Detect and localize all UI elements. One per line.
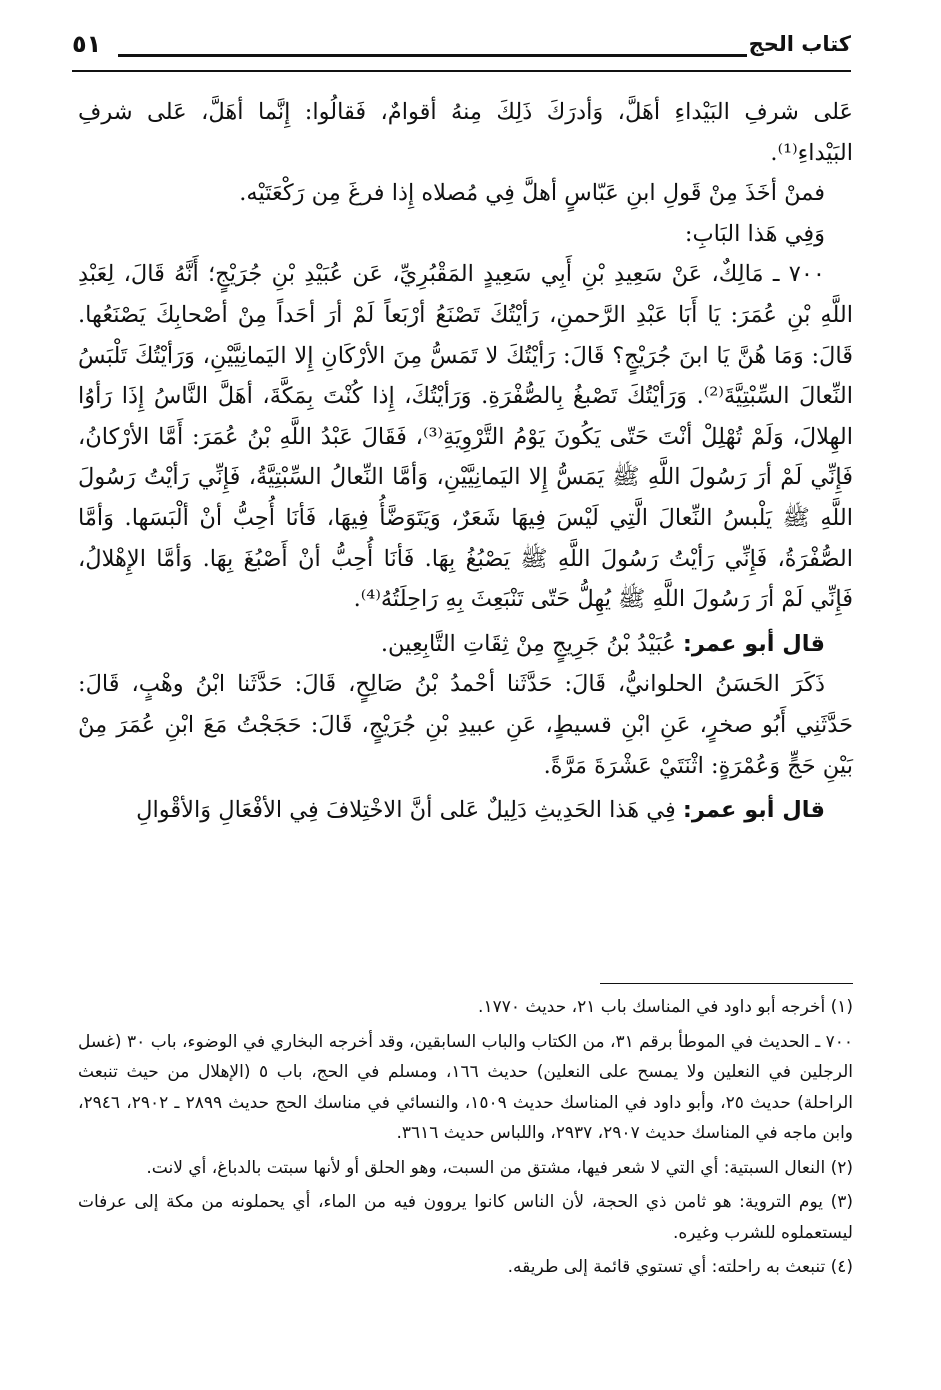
footnote: (٤) تنبعث به راحلته: أي تستوي قائمة إلى طريقه. <box>507 1257 853 1277</box>
main-text <box>78 92 853 831</box>
commentary-paragraph <box>78 790 853 831</box>
footnote-separator <box>600 983 853 984</box>
paragraph-text: عَلى شرفِ البَيْداءِ أهَلَّ، وَأدرَكَ ذَلِكَ مِنهُ أقوامٌ، فَقالُوا: إِنَّما أهَلَّ، عَلى شرفِ البَيْداءِ⁽¹⁾. <box>78 99 853 166</box>
paragraph-text: وَفِي هَذا البَابِ: <box>684 220 825 247</box>
paragraph-text: فمنْ أخَذَ مِنْ قَولِ ابنِ عَبّاسٍ أهلَّ فِي مُصلاه إِذا فرغَ مِن رَكْعَتَيْه. <box>239 180 825 207</box>
footnote: (٢) النعال السبتية: أي التي لا شعر فيها، مشتق من السبت، وهو الحلق أو لأنها سبتت بالدباغ، أي لانت. <box>146 1157 853 1178</box>
footnote: ٧٠٠ ـ الحديث في الموطأ برقم ٣١، من الكتاب والباب السابقين، وقد أخرجه البخاري في الوضوء، باب ٣٠ (غسل الرجلين في النعلين ولا يمسح على النعلين) حديث ١٦٦، ومسلم في الحج، باب ٥ (الإهلال من حيث تنبعث الراحلة) حديث ٢٥، وأبو داود في المناسك حديث ١٥٠٩، والنسائي في مناسك الحج حديث ٢٨٩٩ ـ ٢٩٠٢، ٢٩٤٦، وابن ماجه في المناسك حديث ٢٩٠٧، ٢٩٣٧، واللباس حديث ٣٦١٦. <box>78 1031 854 1143</box>
commentary-paragraph <box>78 624 853 665</box>
header-baseline <box>72 70 851 72</box>
footnote: (٣) يوم التروية: هو ثامن ذي الحجة، لأن الناس كانوا يروون فيه من الماء، أي يحملونه من مكة إلى عرفات ليستعملوه للشرب وغيره. <box>78 1192 853 1243</box>
paragraph <box>78 214 853 255</box>
paragraph-text: ذَكَرَ الحَسَنُ الحلوانيُّ، قَالَ: حَدَّثَنا أحْمدُ بْنُ صَالِحٍ، قَالَ: حَدَّثَنا ابْنُ وهْبٍ، قَالَ: حَدَّثَنِي أَبُو صخرٍ، عَنِ ابْنِ قسيطٍ، عَنِ عبيدِ بْنِ جُرَيْجٍ، قَالَ: حَجَجْتُ مَعَ ابْنِ عُمَرَ مِنْ بَيْنِ حَجٍّ وَعُمْرَةٍ: اثْنَتَيْ عَشْرَةَ مَرَّةً. <box>78 671 853 779</box>
hadith-700 <box>78 254 853 619</box>
isnad-paragraph <box>78 664 853 786</box>
paragraph-text: ٧٠٠ ـ مَالِكٌ، عَنْ سَعِيدِ بْنِ أَبِي سَعِيدٍ المَقْبُرِيِّ، عَن عُبَيْدِ بْنِ جُرَيْجٍ؛ أَنَّهُ قَالَ، لِعَبْدِ اللَّهِ بْنِ عُمَرَ: يَا أَبَا عَبْدِ الرَّحمنِ، رَأيْتُكَ تَصْنَعُ أرْبَعاً لَمْ أرَ أحَداً مِنْ أصْحابِكَ يَصْنَعُها. قَالَ: وَمَا هُنَّ يَا ابنَ جُرَيْجٍ؟ قَالَ: رَأيْتُكَ لا تَمَسُّ مِنَ الأرْكَانِ إِلا اليَمانِيَّيْنِ، وَرَأيْتُكَ تَلْبَسُ النِّعالَ السِّبْتِيَّةَ⁽²⁾. وَرَأيْتُكَ تَصْبغُ بِالصُّفْرَةِ. وَرَأيْتُكَ، إِذا كُنْتَ بِمَكَّةَ، أهَلَّ النَّاسُ إِذَا رَأوُا الهِلالَ، وَلَمْ تُهْلِلْ أنْتَ حَتّى يَكُونَ يَوْمُ التَّرْوِيَةِ⁽³⁾، فَقَالَ عَبْدُ اللَّهِ بْنُ عُمَرَ: أَمَّا الأرْكانُ، فَإِنِّي لَمْ أرَ رَسُولَ اللَّهِ ﷺ يَمَسُّ إِلا اليَمانِيَّيْنِ، وَأمَّا النِّعالُ السِّبْتِيَّةُ، فَإِنِّي رَأيْتُ رَسُولَ اللَّهِ ﷺ يَلْبسُ النِّعالَ الَّتِي لَيْسَ فِيهَا شَعَرٌ، وَيَتَوَضَّأُ فِيهَا، فَأنَا أُحِبُّ أنْ ألْبَسَها. وَأمَّا الصُّفْرَةُ، فَإِنِّي رَأيْتُ رَسُولَ اللَّهِ ﷺ يَصْبُغُ بِهَا. فَأنَا أُحِبُّ أنْ أَصْبُغَ بِهَا. وَأمَّا الإِهْلالُ، فَإِنِّي لَمْ أرَ رَسُولَ اللَّهِ ﷺ يُهِلُّ حَتّى تَنْبَعِثَ بِهِ رَاحِلَتُهُ⁽⁴⁾. <box>78 261 853 613</box>
running-title: كتاب الحج <box>748 32 851 56</box>
page-number: ٥١ <box>72 30 102 58</box>
paragraph-text: فِي هَذا الحَدِيثِ دَلِيلٌ عَلى أنَّ الاخْتِلافَ فِي الأفْعَالِ وَالأقْوالِ <box>136 797 676 824</box>
speaker-label: قال أبو عمر: <box>682 797 825 824</box>
footnote: (١) أخرجه أبو داود في المناسك باب ٢١، حديث ١٧٧٠. <box>478 997 853 1017</box>
paragraph <box>78 173 853 214</box>
paragraph-text: عُبَيْدُ بْنُ جَرِيجٍ مِنْ ثِقَاتِ التَّابِعِين. <box>380 630 676 657</box>
header-rule <box>118 54 747 57</box>
speaker-label: قال أبو عمر: <box>682 630 825 657</box>
paragraph <box>78 92 853 173</box>
footnotes <box>78 992 853 1287</box>
page-header <box>72 30 851 74</box>
